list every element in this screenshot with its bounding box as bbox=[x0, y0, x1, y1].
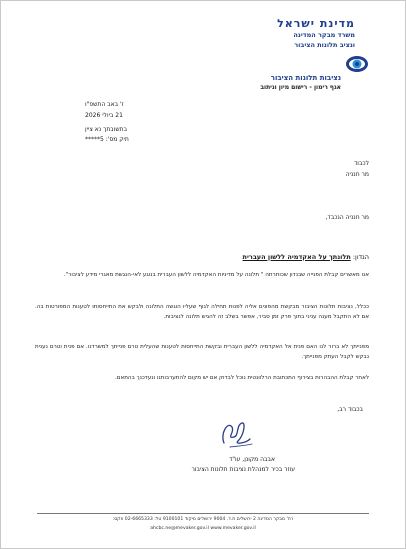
signer-role: עוזר בכיר למנהלת נציבות תלונות הציבור bbox=[191, 466, 295, 473]
state-title: מדינת ישראל bbox=[277, 17, 355, 30]
subject-line bbox=[243, 253, 369, 261]
commissioner-title: ונציב תלונות הציבור bbox=[294, 41, 355, 49]
subject-text: תלונתך על האקדמיה ללשון העברית bbox=[242, 253, 351, 261]
footer-contact: ahcbc.ne@mevaker.gov.il www.mevaker.gov.il bbox=[150, 526, 256, 531]
signature-icon bbox=[206, 413, 266, 455]
body-paragraph-2: ככלל, נציבות תלונות הציבור מבקשת מהפונים אליה לפנות תחילה לגוף שעליו הוגשה התלונה ולבקש את התייחסותו לטענות המפורטות בה. אם לא התקבל מענה עניני בתוך פרק זמן סביר, אפשר בשלב זה להגיש תלונה לנציבות. bbox=[35, 304, 369, 320]
office-name: נציבות תלונות הציבור bbox=[270, 74, 341, 82]
body-paragraph-1: אנו מאשרים קבלת הפנייה שבנדון שכותרתה " תלונה על מדיניות האקדמיה ללשון העברית בנוגע לאי-הנגשת מאגרי מידע לציבור". bbox=[63, 272, 369, 278]
department-name: אגף רימון - רישום מיון וניתוב bbox=[260, 84, 341, 91]
recipient-name: מר חנניה bbox=[345, 171, 369, 178]
greeting: מר חנניה הנכבד, bbox=[325, 214, 369, 221]
closing: בכבוד רב, bbox=[337, 406, 363, 413]
recipient-salutation: לכבוד bbox=[354, 160, 369, 167]
file-number: תיק מס': 5***** bbox=[85, 136, 129, 143]
reply-reference-line: בתשובתך נא ציין bbox=[85, 126, 128, 133]
footer-address: רח' מבקר המדינה 2 ירושלים ת.ד. 9004 ירושלים מיקוד 9100101 טל: 02-6665333 פקס: bbox=[112, 517, 294, 522]
date-hebrew: ז' באב התשפ"ו bbox=[85, 101, 124, 108]
subject-label: הנדון: bbox=[352, 253, 369, 261]
ombudsman-logo-icon bbox=[345, 55, 369, 73]
body-paragraph-4: לאחר קבלת ההבהרות בצירוף התכתובת הרלוונטית נוכל לבדוק אם יש מקום להתערבותנו ונעדכנך בהתאם. bbox=[115, 375, 369, 381]
date-gregorian: 21 ביולי 2026 bbox=[85, 112, 123, 119]
signer-name: אבבה מקונן, עו"ד bbox=[228, 456, 275, 463]
ministry-title: משרד מבקר המדינה bbox=[293, 31, 355, 39]
body-paragraph-3: מפנייתך לא ברור לנו האם פנית אל האקדמיה ללשון העברית ובקשת התייחסות לטענות שהעלית טרם פנייתך למשרדנו. אם פנית וטרם נענית נבקש לקבל העתק מפנייתך. bbox=[35, 344, 369, 360]
footer-divider bbox=[37, 513, 369, 514]
